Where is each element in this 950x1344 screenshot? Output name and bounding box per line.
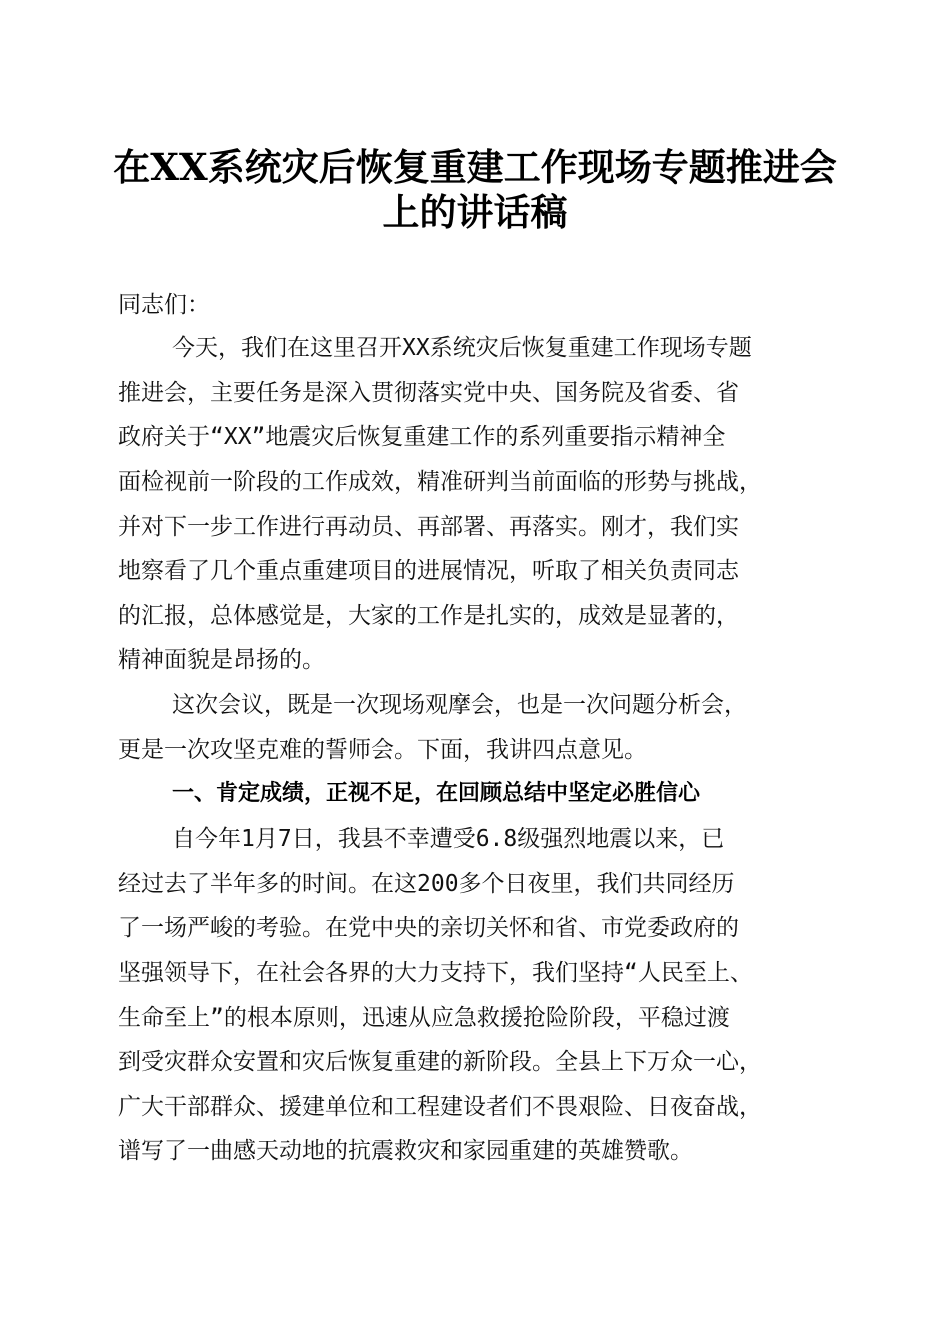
paragraph-1-line-2: 推进会，主要任务是深入贯彻落实党中央、国务院及省委、省 <box>118 380 739 406</box>
paragraph-1-line-4: 面检视前一阶段的工作成效，精准研判当前面临的形势与挑战， <box>118 469 762 495</box>
paragraph-1-line-5: 并对下一步工作进行再动员、再部署、再落实。刚才，我们实 <box>118 514 739 540</box>
paragraph-1-line-7: 的汇报，总体感觉是，大家的工作是扎实的，成效是显著的， <box>118 603 739 629</box>
paragraph-1-line-6: 地察看了几个重点重建项目的进展情况，听取了相关负责同志 <box>118 558 739 584</box>
paragraph-3-line-6: 到受灾群众安置和灾后恢复重建的新阶段。全县上下万众一心， <box>118 1049 762 1075</box>
paragraph-3-line-5: 生命至上”的根本原则，迅速从应急救援抢险阶段，平稳过渡 <box>118 1005 730 1031</box>
paragraph-1-line-3: 政府关于“XX”地震灾后恢复重建工作的系列重要指示精神全 <box>118 424 726 450</box>
section-heading-1: 一、肯定成绩，正视不足，在回顾总结中坚定必胜信心 <box>172 781 701 806</box>
document-title-line-1: 在XX系统灾后恢复重建工作现场专题推进会 <box>113 145 837 189</box>
paragraph-3-line-1: 自今年1月7日，我县不幸遭受6.8级强烈地震以来，已 <box>172 826 725 852</box>
paragraph-3-line-3: 了一场严峻的考验。在党中央的亲切关怀和省、市党委政府的 <box>118 915 739 941</box>
paragraph-1-line-1: 今天，我们在这里召开XX系统灾后恢复重建工作现场专题 <box>172 335 752 361</box>
salutation: 同志们： <box>118 292 210 318</box>
paragraph-3-line-8: 谱写了一曲感天动地的抗震救灾和家园重建的英雄赞歌。 <box>118 1138 693 1164</box>
document-title-line-2: 上的讲话稿 <box>382 190 568 234</box>
paragraph-3-line-2: 经过去了半年多的时间。在这200多个日夜里，我们共同经历 <box>118 871 735 897</box>
paragraph-3-line-4: 坚强领导下，在社会各界的大力支持下，我们坚持“人民至上、 <box>118 960 753 986</box>
paragraph-2-line-1: 这次会议，既是一次现场观摩会，也是一次问题分析会， <box>172 692 747 718</box>
paragraph-2-line-2: 更是一次攻坚克难的誓师会。下面，我讲四点意见。 <box>118 737 647 763</box>
paragraph-1-line-8: 精神面貌是昂扬的。 <box>118 647 325 673</box>
paragraph-3-line-7: 广大干部群众、援建单位和工程建设者们不畏艰险、日夜奋战， <box>118 1094 762 1120</box>
